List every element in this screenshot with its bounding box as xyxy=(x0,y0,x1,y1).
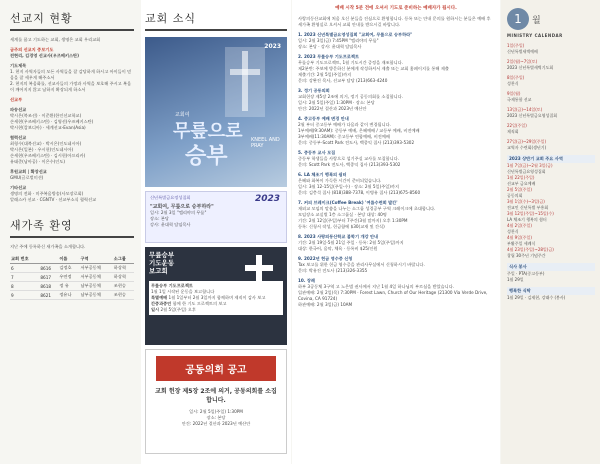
friday-service-banner xyxy=(145,191,287,243)
item-head: 10. 장례 xyxy=(298,278,315,283)
item-line: 제출기간: 2월 5일(주일)까지 xyxy=(298,72,352,77)
event-date: 4월 2일(주일) xyxy=(507,223,532,228)
calendar-event xyxy=(507,59,595,71)
announce-top: 예배 시작 5분 전에 오셔서 기도로 준비하는 예배자가 됩시다. xyxy=(335,6,457,11)
event-date: 4월 23일(주일)~28일(금) xyxy=(507,247,554,252)
event-date: 2일(월)~7일(토) xyxy=(507,59,538,64)
cell: 8618 xyxy=(39,282,58,291)
announce-item xyxy=(298,256,494,274)
calendar-event xyxy=(507,43,595,55)
event-date: 3월 12일(주일)~15일(수) xyxy=(507,211,554,216)
announce-item xyxy=(298,234,494,252)
schedule-item xyxy=(507,235,595,247)
mission-name: 전현리, 김경영 선교사(우즈베키스탄) xyxy=(10,53,80,58)
item-head: 3. 정기 공동의회 xyxy=(298,88,330,93)
group-head: 파송선교 xyxy=(10,107,27,112)
event-name: 신년특별새벽예배 xyxy=(507,49,538,54)
item-line: 일시: 3월 12-15일(주일-수) · 장소: 2월 5일(주일)까지 xyxy=(298,184,400,189)
cell: 남부공동체 xyxy=(80,291,113,300)
item-line: 입관예배: 2월 2일(목) 7:30PM · Forest Lawn, Church of Our Heritage (21300 Via Verde Drive, Covina, CA 91724) xyxy=(298,290,488,301)
col-header xyxy=(39,255,58,264)
event-name: 성찬식 xyxy=(507,81,519,86)
calendar-event xyxy=(507,123,595,135)
banner-year: 2023 xyxy=(264,43,281,50)
b3-title: 무릎승부 기도프로젝트 xyxy=(151,283,193,288)
cell: 남부공동체 xyxy=(80,282,113,291)
item-line: 기간: 2월 12일(주일)부터 7주간(3월 말까지) 오후 1:30PM xyxy=(298,218,408,223)
cell: 8617 xyxy=(39,273,58,282)
month-label: 월 xyxy=(532,15,541,26)
schedule-item xyxy=(507,163,595,175)
item-line: 교회헌장 제5장 2조에 의거, 정기 공동의회를 소집합니다. xyxy=(298,94,403,99)
b4-agenda: 안건: 2022년 결산과 2023년 예산안 xyxy=(181,421,251,426)
event-name: 국제통합 선교 xyxy=(507,97,532,102)
b4-date: 일시: 2월 5일(주일) 1:30PM xyxy=(189,409,243,414)
event-name: 제직회 xyxy=(507,129,519,134)
schedule-item xyxy=(507,247,595,259)
item-line: 3부예배(11:30AM): 중고등부 연합예배, 비전예배 xyxy=(298,134,390,139)
item-line: 등록: 신청서 작성, 헌금함에 $30(교재 및 간식) xyxy=(298,224,385,229)
announce-item xyxy=(298,54,494,84)
column-announcements xyxy=(292,0,500,464)
missions-title: 선교지 현황 xyxy=(10,12,73,25)
event-name: 2023 신년특별금요영성집회 xyxy=(507,113,558,118)
announce-item xyxy=(298,172,494,196)
congregation-meeting-banner xyxy=(145,349,287,454)
event-date: 2월 5일(주일) xyxy=(507,187,532,192)
b2-date: 일시: 2월 3일 "엘리야의 무릎" xyxy=(150,210,207,215)
event-name: 부활주일 세례식 xyxy=(507,241,536,246)
event-date: 22일(주일) xyxy=(507,123,527,128)
prayer-report-banner xyxy=(145,247,287,345)
group-line: 박시은(북조선) · 이준환(한인선교학교) xyxy=(10,113,82,118)
meal-row: 주일 · PTA(중고등부) xyxy=(507,271,545,276)
item-line: 재외교 모임의 말씀을 나누는 소그룹 성경공부 구역 크레이크에 초대합니다. xyxy=(298,206,436,211)
item-line: 장소: 본당 · 강사: 윤대혁 담임목사 xyxy=(298,44,362,49)
item-line: 안건: 2022년 결산과 2023년 예산안 xyxy=(298,106,367,111)
schedule-item xyxy=(507,175,595,187)
group-head: 후원교회 | 확장선교 xyxy=(10,169,47,174)
column-missions xyxy=(0,0,140,464)
group-line: 박시현(캄보디아) · 세계선교-Evan(Asia) xyxy=(10,125,86,130)
item-line: 대상: 한국어, 음악, 체육 · 등록비 $25/인원 xyxy=(298,246,378,251)
cell: 6 xyxy=(10,264,39,273)
title-rule xyxy=(10,236,134,238)
schedule-item xyxy=(507,187,595,199)
prayer-item: 2. 현지의 복음화를, 선교사들의 가정과 사역을 보호해 주시고 복음이 깨어지지 않고 남하지 확장되게 하소서 xyxy=(10,81,132,92)
cell: 9 xyxy=(10,291,39,300)
group-line: 생명의 전화 · 미주복음방송(사모장로회) xyxy=(10,191,84,196)
item-line: 하부 3공동체 3구역 고 노은범 권사께서 지난 1월 4일 하나님의 부르심을 받았습니다. xyxy=(298,284,455,289)
col-header: 교회 번호 xyxy=(10,255,39,264)
item-head: 2. 2023 무릎승부 기도프로젝트 xyxy=(298,54,359,59)
item-line: Tax 보고를 위한 헌금 영수증을 관리사무실에서 신청하시기 바랍니다. xyxy=(298,262,425,267)
table-row xyxy=(10,282,134,291)
item-line: 무릎승부 기도프로젝트, 1월 기도시간 증정을 재조합니다. xyxy=(298,60,404,65)
event-name: 교역자 수련회(생년기) xyxy=(507,145,547,150)
b4-title: 공동의회 공고 xyxy=(156,356,276,381)
b3-sub: 1월 1일 시작된 운동을 보고합니다 xyxy=(151,289,215,294)
event-date: 13일(금)~14일(토) xyxy=(507,107,543,112)
title-rule xyxy=(10,29,134,31)
item-line: 문의: 중등부-Scott Park 전도사, 백종익 집사 (213)393-5302 xyxy=(298,140,415,145)
banner-main: 무릎으로 xyxy=(173,121,243,142)
event-date: 8일(주일) xyxy=(507,75,525,80)
mission-head: 금주의 선교지 중보기도 xyxy=(10,47,54,52)
column-church-news-banners xyxy=(141,0,291,464)
group-line: GMU(글로벌미션) xyxy=(10,175,44,180)
announce-item xyxy=(298,32,494,50)
col-header: 구역 xyxy=(80,255,113,264)
schedule-item xyxy=(507,199,595,211)
cell: 조현승 xyxy=(113,282,134,291)
newcomer-table xyxy=(10,255,134,300)
item-line: 하관예배: 2월 3일(금) 10AM xyxy=(298,302,353,307)
event-name: 신년특별금요영성집회 xyxy=(507,169,546,174)
table-row xyxy=(10,264,134,273)
calendar-event xyxy=(507,75,595,87)
item-line: 2월 부터 중고등부 예배가 다음과 같이 변경됩니다. xyxy=(298,122,391,127)
banner-eng: KNEEL AND PRAY xyxy=(251,137,280,149)
serve-names: 김제현, 강래수 (봉사) xyxy=(527,295,566,300)
column-calendar xyxy=(501,0,600,464)
item-line: 1부예배(9:30AM): 중등부 예배, 은혜예배 / 교등부 예배, 비전예배 xyxy=(298,128,420,133)
b4-place: 장소: 본당 xyxy=(206,415,226,420)
event-name: LA 체조기 행복의 쉼터 xyxy=(507,217,547,222)
b3-val: 1월 1일부터 2월 3일까지 함께하며 제직이 감사 보고 xyxy=(168,295,266,300)
cell: 정유나 xyxy=(58,291,79,300)
cross-icon xyxy=(239,253,279,293)
serve-date: 1월 29일 xyxy=(507,295,524,300)
cell: 서부공동체 xyxy=(80,273,113,282)
banner-small: 교회여 xyxy=(175,112,190,118)
cell: 8621 xyxy=(39,291,58,300)
item-line: 문의: Scott Park 전도사, 백종익 집사 (213)393-5302 xyxy=(298,162,401,167)
b3-key: 일시 xyxy=(151,307,160,312)
item-line: 문의: 강완진 목사, 선교부 담당 (213)663-4240 xyxy=(298,78,388,83)
announce-item xyxy=(298,278,494,308)
item-line: 일시: 2월 3일(금) 7:45PM "엘리야의 무릎" xyxy=(298,38,379,43)
event-name: 선교부 금요예배 xyxy=(507,181,536,186)
b3-key: 특별예배 xyxy=(151,295,168,300)
group-line: 손세현(우즈베키스탄) · 김시헌(아프리카) xyxy=(10,153,86,158)
meal-date: 주일 xyxy=(507,271,515,276)
event-name: 2023 신년특별새벽기도회 xyxy=(507,65,554,70)
cell: 8616 xyxy=(39,264,58,273)
group-line: 최형수(대북선교) · 박시은(인도네시아) xyxy=(10,141,82,146)
group-line: 손세현(우즈베키스탄) · 김영선(우즈베키스탄) xyxy=(10,119,94,124)
calendar-event xyxy=(507,139,595,151)
event-date: 4월 9일(주일) xyxy=(507,235,532,240)
meal-row xyxy=(507,277,595,283)
col-header: 이름 xyxy=(58,255,79,264)
cell: 하상혁 xyxy=(113,264,134,273)
group-line: 알래스카 선교 · CGNTV · 선교부소식 협력선교 xyxy=(10,197,97,202)
news-title: 교회 소식 xyxy=(145,12,197,25)
calendar-event xyxy=(507,107,595,119)
b3-head1: 무릎승부 xyxy=(149,251,175,259)
meal-team: PTA(중고등부) xyxy=(518,271,545,276)
newcomer-title: 새가족 환영 xyxy=(10,219,73,232)
item-head: 7. 커피 브레이크(Coffee Break) '여름수련회 발간' xyxy=(298,200,398,205)
announce-item xyxy=(298,88,494,112)
cell: 정 유 xyxy=(58,282,79,291)
newcomer-intro: 지난 주에 등록하신 새가족을 소개합니다. xyxy=(10,244,86,249)
group-line: 박시은(일본) · 우시헌(인도네시아) xyxy=(10,147,74,152)
event-name: 공동의회 xyxy=(507,193,523,198)
schedule-item xyxy=(507,223,595,235)
item-line: 문의: 김충석 집사 (818)388-7378, 이병유 집사 (213)675-8560 xyxy=(298,190,421,195)
calendar-title: MINISTRY CALENDAR xyxy=(507,33,563,38)
table-row xyxy=(10,291,134,300)
announce-intro: 사랑의동산교회에 처음 오신 분들을 진심으로 환영합니다. 등록 또는 안내 문의를 원하시는 분들은 예배 후 세가족 환영실로 오셔서 교회 안내를 받으시길 바랍니다. xyxy=(298,16,491,27)
prayer-item: 1. 현지 사역자들의 모든 사역들을 잘 감당하게 하시고 아이들이 믿음을 잘 세우게 해주소서 xyxy=(10,69,132,80)
meal-head: 식사 봉사 xyxy=(507,263,595,271)
item-line: 모임장소 교실별 1층 소그룹실 · 본당 대상: 40명 xyxy=(298,212,387,217)
item-line: 문의: 박유진 전도사 (213)326-3355 xyxy=(298,268,368,273)
item-head: 1. 2023 신년특별금요영성집회 "교회여, 무릎으로 승부하라" xyxy=(298,32,413,37)
cell: 조현승 xyxy=(113,291,134,300)
announce-item xyxy=(298,150,494,168)
title-rule xyxy=(145,29,287,31)
event-date: 1월 7일(금)~2월 3일(금) xyxy=(507,163,553,168)
b3-val: 함께 한 기도 프로젝트의 보고 xyxy=(172,301,227,306)
event-date: 1월 22일(주일) xyxy=(507,175,535,180)
event-date: 27일(금)~29일(주일) xyxy=(507,139,547,144)
group-head: 선교부 xyxy=(10,97,23,102)
item-head: 8. 2023 사랑의동산학교 봄학기 개강 안내 xyxy=(298,234,379,239)
month-badge: 1 xyxy=(507,8,529,30)
item-line: 중등부 학생들을 사랑으로 섬기주실 교사를 모집합니다. xyxy=(298,156,400,161)
col-header: 소그룹 xyxy=(113,255,134,264)
schedule-item xyxy=(507,211,595,223)
schedule-head: 2023 상반기 교회 주요 사역 xyxy=(507,155,595,163)
event-date: 3월 1일(수)~3일(금) xyxy=(507,199,545,204)
cell: 서부공동체 xyxy=(80,264,113,273)
item-line: 제2분반: 주보에 방문하신 분에게 작성하셔서 제출 또는 교회 홈페이지를 통해 제출 xyxy=(298,66,449,71)
cell: 8 xyxy=(10,282,39,291)
event-date: 9일(월) xyxy=(507,91,521,96)
item-line: 기간: 2월 19일-5월 21일 주일 · 등록: 2월 5일(주일)까지 xyxy=(298,240,404,245)
event-date: 1일(주일) xyxy=(507,43,525,48)
item-head: 6. LA 체조기 행복의 쉼터 xyxy=(298,172,347,177)
group-head: 기타선교 xyxy=(10,185,27,190)
b3-val: 2월 5일(주일) 오후 xyxy=(160,307,196,312)
event-name: 성찬식 xyxy=(507,229,519,234)
prayer-banner xyxy=(145,37,287,187)
item-line: 일시: 2월 5일(주일) 1:30PM · 장소: 본당 xyxy=(298,100,375,105)
meal-date: 1월 29일 xyxy=(507,277,524,282)
b3-key: 간증과증언 xyxy=(151,301,172,306)
b3-head2: 기도운동 xyxy=(149,259,175,267)
b4-main: 교회 헌장 제5장 2조에 의거, 공동의회를 소집합니다. xyxy=(155,388,277,404)
event-name: 전교인 신년특별 부흥회 xyxy=(507,205,549,210)
item-head: 4. 중고등부 예배 변경 안내 xyxy=(298,116,349,121)
cell: 김정호 xyxy=(58,264,79,273)
b2-tag: 신년특별금요정성집회 xyxy=(150,195,191,200)
item-line: 은혜와 화복이 가득한 시간이 준비되었습니다. xyxy=(298,178,382,183)
cell: 우연정 xyxy=(58,273,79,282)
serve-head: 행복한 식탁 xyxy=(507,287,595,295)
b2-title: "교회여, 무릎으로 승부하라" xyxy=(150,204,214,210)
group-line: 유태준(남아공) · 이은수(인도) xyxy=(10,159,66,164)
cell: 하상혁 xyxy=(113,273,134,282)
announce-item xyxy=(298,116,494,146)
announce-item xyxy=(298,200,494,230)
missions-intro: 세계를 품고 기도하는 교회, 생명은 교회 우리교회 xyxy=(10,37,101,42)
serve-row: 1월 29일 · 김제현, 강래수 (봉사) xyxy=(507,295,566,300)
b2-speaker: 강사: 윤대혁 담임목사 xyxy=(150,222,191,227)
cell: 7 xyxy=(10,273,39,282)
table-row xyxy=(10,273,134,282)
event-name: 창립 30주년 기념주간 xyxy=(507,253,546,258)
calendar-event xyxy=(507,91,595,103)
b3-head3: 보고회 xyxy=(149,267,168,275)
item-head: 9. 2022년 헌금 영수증 신청 xyxy=(298,256,353,261)
item-head: 5. 중등부 교사 모집 xyxy=(298,150,336,155)
prayer-head: 기도제목 xyxy=(10,63,27,68)
banner-sub: 승부 xyxy=(185,144,228,169)
b2-year: 2023 xyxy=(254,194,280,204)
group-head: 협력선교 xyxy=(10,135,27,140)
b2-place: 장소: 본당 xyxy=(150,216,169,221)
